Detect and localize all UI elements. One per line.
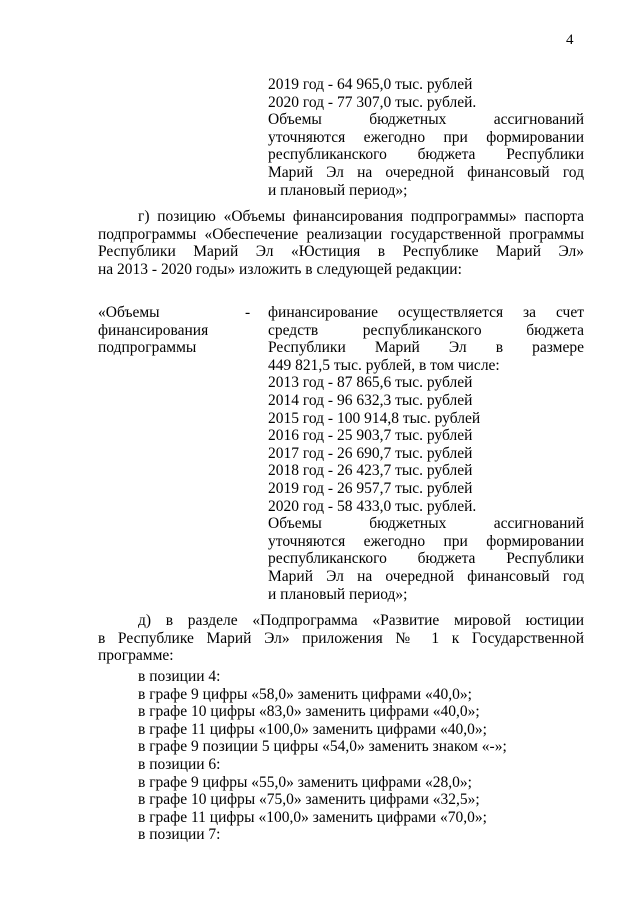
- text-line: и плановый период»;: [268, 181, 408, 199]
- text-line: 2020 год - 77 307,0 тыс. рублей.: [268, 93, 477, 111]
- text-line: д) в разделе «Подпрограмма «Развитие мировой юстиции: [138, 612, 584, 629]
- list-item: в графе 10 цифры «83,0» заменить цифрами «40,0»;: [138, 703, 480, 721]
- text-line: Республики Марий Эл в размере: [268, 339, 584, 357]
- text-line: в Республике Марий Эл» приложения № 1 к Государственной: [98, 629, 584, 647]
- text-line: Марий Эл на очередной финансовый год: [268, 567, 584, 585]
- text-line: 449 821,5 тыс. рублей, в том числе:: [268, 356, 500, 374]
- text-line: Республики Марий Эл «Юстиция в Республике Марий Эл»: [98, 243, 584, 261]
- year-line: 2015 год - 100 914,8 тыс. рублей: [268, 409, 481, 427]
- page-number: 4: [566, 32, 574, 48]
- year-line: 2017 год - 26 690,7 тыс. рублей: [268, 444, 473, 462]
- text-line: на 2013 - 2020 годы» изложить в следующей редакции:: [98, 260, 462, 278]
- text-line: подпрограммы «Обеспечение реализации государственной программы: [98, 225, 584, 243]
- text-line: Объемы бюджетных ассигнований: [268, 515, 584, 533]
- text-line: уточняются ежегодно при формировании: [268, 532, 584, 550]
- text-line: программе:: [98, 647, 174, 665]
- label-line: подпрограммы: [98, 339, 197, 357]
- list-item: в графе 9 позиции 5 цифры «54,0» заменить знаком «-»;: [138, 738, 507, 756]
- top-text-block: [268, 76, 584, 199]
- text-line: и плановый период»;: [268, 585, 408, 603]
- year-line: 2020 год - 58 433,0 тыс. рублей.: [268, 497, 477, 515]
- text-line: 2019 год - 64 965,0 тыс. рублей: [268, 76, 473, 93]
- amendment-items: [138, 668, 584, 844]
- list-item: в позиции 4:: [138, 668, 221, 685]
- year-line: 2016 год - 25 903,7 тыс. рублей: [268, 427, 473, 445]
- list-item: в графе 11 цифры «100,0» заменить цифрами «70,0»;: [138, 808, 487, 826]
- year-line: 2013 год - 87 865,6 тыс. рублей: [268, 374, 473, 392]
- year-line: 2019 год - 26 957,7 тыс. рублей: [268, 479, 473, 497]
- text-line: уточняются ежегодно при формировании: [268, 128, 584, 146]
- text-line: средств республиканского бюджета: [268, 321, 584, 339]
- paragraph-d: [98, 612, 584, 665]
- text-line: Марий Эл на очередной финансовый год: [268, 163, 584, 181]
- label-line: финансирования: [98, 321, 209, 339]
- text-line: республиканского бюджета Республики: [268, 146, 584, 164]
- table-label: [98, 304, 251, 357]
- text-line: финансирование осуществляется за счет: [268, 304, 584, 321]
- text-line: г) позицию «Объемы финансирования подпрограммы» паспорта: [138, 208, 584, 225]
- list-item: в позиции 6:: [138, 755, 221, 773]
- list-item: в графе 9 цифры «58,0» заменить цифрами «40,0»;: [138, 685, 472, 703]
- list-item: в графе 11 цифры «100,0» заменить цифрами «40,0»;: [138, 720, 487, 738]
- label-line: «Объемы: [98, 304, 160, 321]
- text-line: республиканского бюджета Республики: [268, 550, 584, 568]
- year-line: 2014 год - 96 632,3 тыс. рублей: [268, 391, 473, 409]
- list-item: в позиции 7:: [138, 826, 221, 844]
- table-content: [268, 304, 584, 603]
- text-line: Объемы бюджетных ассигнований: [268, 111, 584, 129]
- list-item: в графе 9 цифры «55,0» заменить цифрами «28,0»;: [138, 773, 472, 791]
- list-item: в графе 10 цифры «75,0» заменить цифрами «32,5»;: [138, 791, 480, 809]
- table-dash: -: [245, 304, 251, 321]
- paragraph-g: [98, 208, 584, 278]
- year-line: 2018 год - 26 423,7 тыс. рублей: [268, 462, 473, 480]
